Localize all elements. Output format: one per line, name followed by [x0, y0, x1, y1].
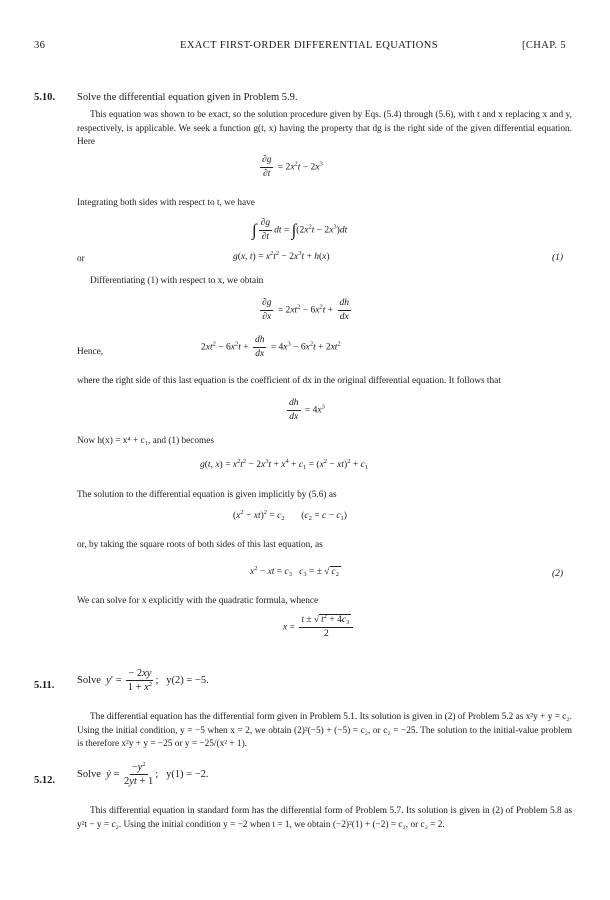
or-label: or — [77, 254, 85, 264]
initial-condition: y(2) = −5. — [166, 674, 209, 686]
equation-tag: (2) — [552, 569, 564, 579]
paragraph: Now h(x) = x⁴ + c₁, and (1) becomes — [77, 436, 215, 446]
problem-statement-5-10: Solve the differential equation given in Problem 5.9. — [77, 92, 298, 103]
paragraph: or, by taking the square roots of both sides of this last equation, as — [77, 540, 323, 550]
paragraph: The differential equation has the differential form given in Problem 5.1. Its solution is given in (2) of Problem 5.2 as x²y + y = c₂. Using the initial condition, y = −5 when x = 2, we obtain (2)²(−5) + (−5) = c₂, or c₂ = −25. The solution to the initial-value problem is therefore x²y + y = −25 or y = −25/(x² + 1). — [77, 712, 572, 749]
paragraph: Differentiating (1) with respect to x, we obtain — [90, 276, 264, 286]
equation: $\frac{\partial g}{\partial x}$ = $2xt^2 - 6x^2t$ + $\frac{dh}{dx}$ — [262, 298, 349, 322]
solve-label: Solve — [77, 674, 101, 686]
paragraph: This equation was shown to be exact, so the solution procedure given by Eqs. (5.4) through (5.6), with t and x replacing x and y, respectively, is applicable. We seek a function g(t, x) having the property that dg is the right side of the given differential equation. Here — [77, 110, 572, 147]
solve-label: Solve — [77, 768, 101, 780]
running-title: EXACT FIRST-ORDER DIFFERENTIAL EQUATIONS — [180, 40, 438, 51]
paragraph: Integrating both sides with respect to t, we have — [77, 198, 255, 208]
equation: x = $\frac{t \pm √ t^2 + 4c_3}{2}$ — [283, 615, 355, 640]
equation-tag: (1) — [552, 253, 564, 263]
problem-number-5-10: 5.10. — [34, 92, 55, 103]
chapter-label: [CHAP. 5 — [522, 40, 567, 51]
paragraph: This differential equation in standard form has the differential form of Problem 5.7. Its solution is given in (2) of Problem 5.8 as y²t − y = c₂. Using the initial condition y = −2 when t = 1, we obtain (−2)²(1) + (−2) = c₂, or c₂ = 2. — [77, 806, 572, 830]
problem-number-5-11: 5.11. — [34, 680, 55, 691]
hence-label: Hence, — [77, 347, 104, 357]
problem-statement-5-12: Solve ẏ = $\frac{-y^2}{2yt + 1}$ ; y(1) = −2. — [77, 761, 209, 787]
equation: $(x^2 - xt)^2 = c_2$ $(c_2 = c - c_1)$ — [233, 509, 347, 522]
equation: $2xt^2 - 6x^2t$ + $\frac{dh}{dx}$ = $4x^3 - 6x^2t + 2xt^2$ — [201, 335, 341, 359]
equation: g(t, $x) = x^2t^2 - 2x^3t + x^4 + c_1 = (x^2 - xt)^2 + c_1$ — [200, 458, 369, 471]
problem-number-5-12: 5.12. — [34, 775, 55, 786]
initial-condition: y(1) = −2. — [166, 768, 209, 780]
paragraph: The solution to the differential equation is given implicitly by (5.6) as — [77, 490, 337, 500]
page-number: 36 — [34, 40, 46, 51]
paragraph: where the right side of this last equation is the coefficient of dx in the original differential equation. It follows that — [77, 376, 501, 386]
equation-2: $x^2$ − xt = $c_3$ $c_3$ = ± √ $c_2$ — [250, 565, 339, 578]
equation: ∫ $\frac{\partial g}{\partial t}$ dt = $\int(2x^2t - 2x^3)dt$ — [252, 218, 348, 242]
problem-statement-5-11: Solve y′ = $\frac{- 2xy}{1 + x^2}$ ; y(2) = −5. — [77, 668, 209, 693]
equation: $\frac{dh}{dx}$ = $4x^3$ — [289, 398, 325, 422]
paragraph: We can solve for x explicitly with the quadratic formula, whence — [77, 596, 319, 606]
equation-1: g(x, $t) = x^2t^2 - 2x^3t + h(x)$ — [233, 250, 330, 262]
equation: $\frac{\partial g}{\partial t}$ = $2x^2t - 2x^3$ — [262, 155, 323, 179]
